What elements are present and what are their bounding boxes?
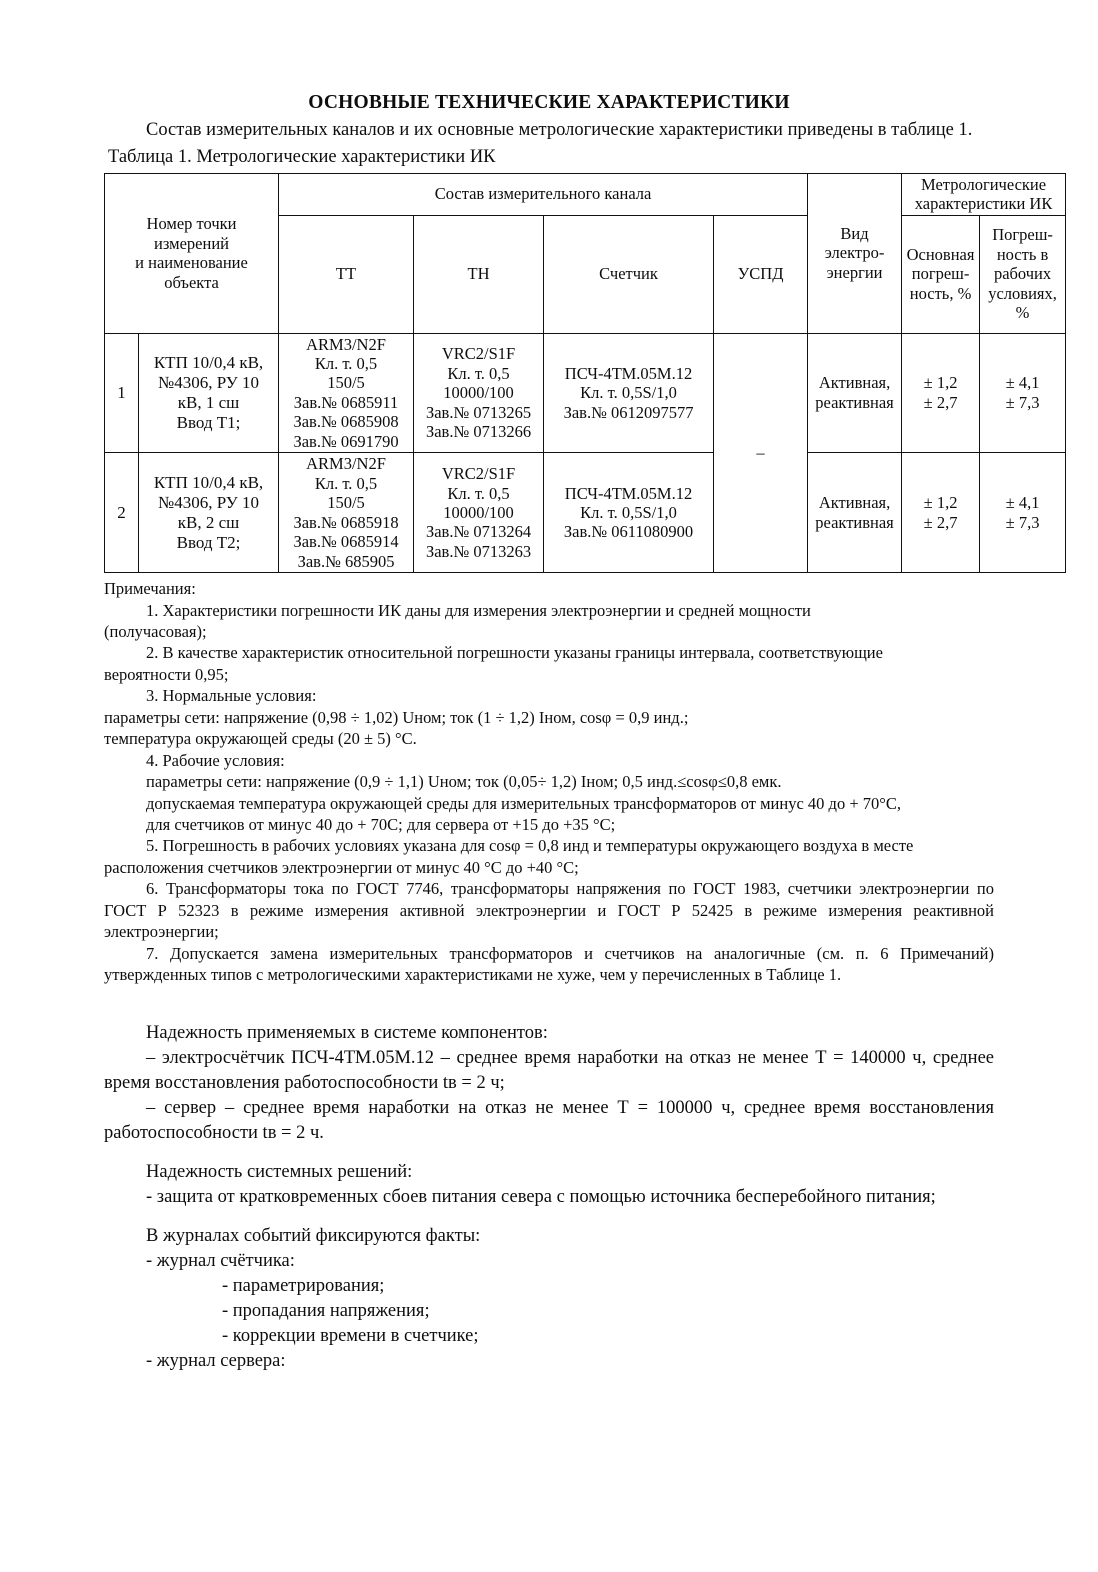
note-2: 2. В качестве характеристик относительной погрешности указаны границы интервала, соответствующие [146,643,883,663]
row-tt: ARM3/N2F Кл. т. 0,5 150/5 Зав.№ 0685911 Зав.№ 0685908 Зав.№ 0691790 [279,333,414,453]
note-3-line-2: температура окружающей среды (20 ± 5) °С. [104,729,417,749]
row-basic-error [902,333,980,453]
note-4: 4. Рабочие условия: [146,750,285,770]
header-meter: Счетчик [544,215,714,333]
work-error-active: ± 4,1 [1005,493,1040,513]
header-energy-type: Вид электро- энергии [808,173,902,333]
energy-reactive: реактивная [815,512,894,532]
energy-reactive: реактивная [815,392,894,412]
page-title: ОСНОВНЫЕ ТЕХНИЧЕСКИЕ ХАРАКТЕРИСТИКИ [308,92,790,113]
reliability-component-server: – сервер – среднее время наработки на отказ не менее Т = 100000 ч, среднее время восстановления работоспособности tв = 2 ч. [104,1098,994,1144]
header-measure-point: Номер точки измерений и наименование объекта [105,173,279,333]
reliability-section [104,1001,994,1374]
basic-error-reactive: ± 2,7 [923,512,958,532]
work-error-active: ± 4,1 [1005,373,1040,393]
journal-meter-item: - пропадания напряжения; [222,1301,430,1322]
energy-active: Активная, [818,373,891,393]
energy-active: Активная, [818,493,891,513]
header-uspd: УСПД [714,215,808,333]
row-basic-error [902,453,980,573]
row-meter: ПСЧ-4ТМ.05М.12 Кл. т. 0,5S/1,0 Зав.№ 0612097577 [544,333,714,453]
journals-heading: В журналах событий фиксируются факты: [146,1226,481,1247]
note-1: 1. Характеристики погрешности ИК даны для измерения электроэнергии и средней мощности [146,600,811,620]
basic-error-reactive: ± 2,7 [923,392,958,412]
note-4-line-3: для счетчиков от минус 40 до + 70С; для сервера от +15 до +35 °С; [146,814,616,834]
note-4-line-2: допускаемая температура окружающей среды для измерительных трансформаторов от минус 40 до + 70°С, [146,793,901,813]
note-2-cont: вероятности 0,95; [104,664,229,684]
work-error-reactive: ± 7,3 [1005,392,1040,412]
header-channel-composition: Состав измерительного канала [279,173,808,215]
work-error-reactive: ± 7,3 [1005,512,1040,532]
note-3: 3. Нормальные условия: [146,686,317,706]
header-basic-error: Основная погреш- ность, % [902,215,980,333]
basic-error-active: ± 1,2 [923,493,958,513]
row-number: 1 [105,333,139,453]
note-5: 5. Погрешность в рабочих условиях указана для cosφ = 0,8 инд и температуры окружающего воздуха в месте [146,836,914,856]
table-header-row-1 [105,173,1066,215]
page-content [104,92,1057,1374]
journal-meter-item: - коррекции времени в счетчике; [222,1326,479,1347]
row-tt: ARM3/N2F Кл. т. 0,5 150/5 Зав.№ 0685918 Зав.№ 0685914 Зав.№ 685905 [279,453,414,573]
metrology-table [104,173,1066,574]
reliability-system-heading: Надежность системных решений: [146,1162,413,1183]
row-number: 2 [105,453,139,573]
table-row [105,333,1066,453]
row-tn: VRC2/S1F Кл. т. 0,5 10000/100 Зав.№ 0713265 Зав.№ 0713266 [414,333,544,453]
journal-meter-item: - параметрирования; [222,1276,385,1297]
row-object: КТП 10/0,4 кВ, №4306, РУ 10 кВ, 2 сш Ввод Т2; [139,453,279,573]
reliability-system-item-1: - защита от кратковременных сбоев питания севера с помощью источника бесперебойного питания; [146,1187,936,1208]
note-7: 7. Допускается замена измерительных трансформаторов и счетчиков на аналогичные (см. п. 6 Примечаний) утвержденных типов с метрологическими характеристиками не хуже, чем у перечисленных в Таблице 1. [104,943,994,985]
header-tn: ТН [414,215,544,333]
spacer [104,1001,994,1021]
row-object: КТП 10/0,4 кВ, №4306, РУ 10 кВ, 1 сш Ввод Т1; [139,333,279,453]
note-4-line-1: параметры сети: напряжение (0,9 ÷ 1,1) Uном; ток (0,05÷ 1,2) Iном; 0,5 инд.≤cosφ≤0,8 емк. [146,772,782,792]
spacer [104,1210,994,1224]
note-3-line-1: параметры сети: напряжение (0,98 ÷ 1,02) Uном; ток (1 ÷ 1,2) Iном, cosφ = 0,9 инд.; [104,707,689,727]
row-energy-type [808,453,902,573]
basic-error-active: ± 1,2 [923,373,958,393]
header-metrology-group: Метрологические характеристики ИК [902,173,1066,215]
row-uspd: – [714,333,808,573]
row-work-error [980,333,1066,453]
reliability-components-heading: Надежность применяемых в системе компонентов: [146,1023,548,1044]
header-work-error: Погреш- ность в рабочих условиях, % [980,215,1066,333]
notes-heading: Примечания: [104,579,196,599]
reliability-component-meter: – электросчётчик ПСЧ-4ТМ.05М.12 – среднее время наработки на отказ не менее Т = 140000 ч, среднее время восстановления работоспособности tв = 2 ч; [104,1048,994,1094]
journal-server: - журнал сервера: [146,1351,286,1372]
notes-section [104,578,994,985]
row-work-error [980,453,1066,573]
row-tn: VRC2/S1F Кл. т. 0,5 10000/100 Зав.№ 0713264 Зав.№ 0713263 [414,453,544,573]
journal-meter: - журнал счётчика: [146,1251,295,1272]
intro-paragraph: Состав измерительных каналов и их основные метрологические характеристики приведены в таблице 1. [146,120,973,140]
note-6: 6. Трансформаторы тока по ГОСТ 7746, трансформаторы напряжения по ГОСТ 1983, счетчики электроэнергии по ГОСТ Р 52323 в режиме измерения активной электроэнергии и ГОСТ Р 52425 в режиме измерения реактивной электроэнергии; [104,879,994,942]
note-1-cont: (получасовая); [104,622,207,642]
note-5-cont: расположения счетчиков электроэнергии от минус 40 °С до +40 °С; [104,857,579,877]
row-energy-type [808,333,902,453]
row-meter: ПСЧ-4ТМ.05М.12 Кл. т. 0,5S/1,0 Зав.№ 0611080900 [544,453,714,573]
spacer [104,1146,994,1160]
table-caption: Таблица 1. Метрологические характеристики ИК [108,146,496,167]
table-row [105,453,1066,573]
header-tt: ТТ [279,215,414,333]
